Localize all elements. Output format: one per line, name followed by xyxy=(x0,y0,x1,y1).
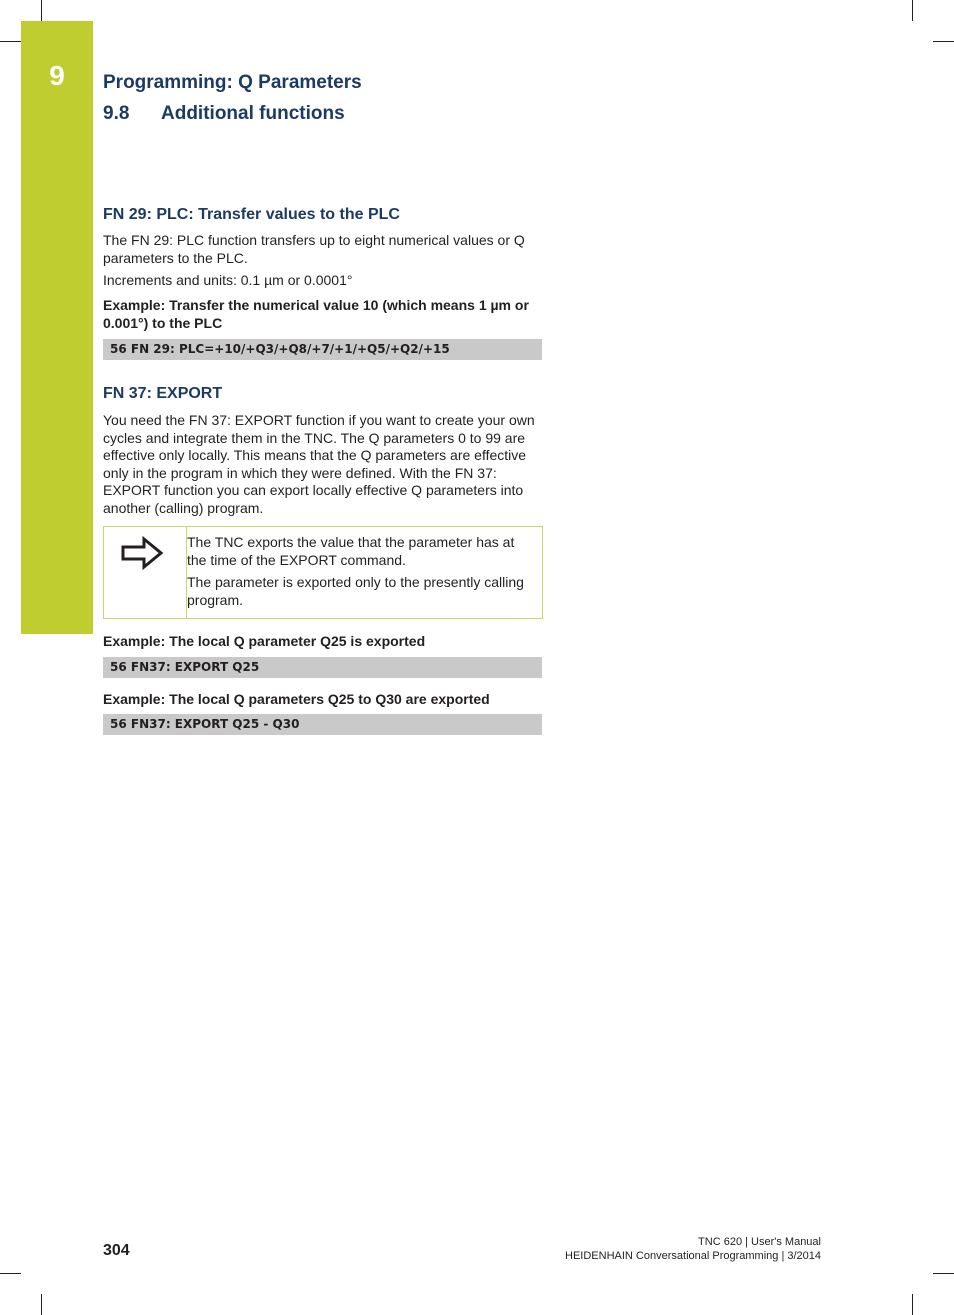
section-number: 9.8 xyxy=(103,103,130,124)
fn29-heading: FN 29: PLC: Transfer values to the PLC xyxy=(103,206,400,223)
crop-mark xyxy=(41,0,42,21)
chapter-number: 9 xyxy=(49,60,65,91)
crop-mark xyxy=(912,0,913,21)
section-title xyxy=(103,103,345,125)
fn37-heading: FN 37: EXPORT xyxy=(103,385,223,402)
crop-mark xyxy=(912,1294,913,1315)
fn37-example1-label: Example: The local Q parameter Q25 is exported xyxy=(103,633,426,649)
fn29-code-block: 56 FN 29: PLC=+10/+Q3/+Q8/+7/+1/+Q5/+Q2/+15 xyxy=(103,339,542,360)
crop-mark xyxy=(0,41,21,42)
footer-line-2: HEIDENHAIN Conversational Programming | 3/2014 xyxy=(565,1250,821,1262)
footer-line-1: TNC 620 | User's Manual xyxy=(698,1236,821,1248)
note-text-2: The parameter is exported only to the presently calling program. xyxy=(187,574,524,608)
fn37-paragraph: You need the FN 37: EXPORT function if you want to create your own cycles and integrate them in the TNC. The Q parameters 0 to 99 are effective only locally. This means that the Q parameters are effective only in the program in which they were defined. With the FN 37: EXPORT function you can export locally effective Q parameters into another (calling) program. xyxy=(103,412,535,516)
arrow-right-icon xyxy=(120,535,166,571)
crop-mark xyxy=(0,1273,21,1274)
note-icon-cell xyxy=(104,527,187,618)
crop-mark xyxy=(41,1294,42,1315)
crop-mark xyxy=(933,1273,954,1274)
footer-text xyxy=(565,1235,821,1263)
fn29-increments: Increments and units: 0.1 µm or 0.0001° xyxy=(103,272,353,288)
fn37-example2-code: 56 FN37: EXPORT Q25 - Q30 xyxy=(103,714,542,735)
crop-mark xyxy=(933,41,954,42)
note-box xyxy=(103,526,543,619)
fn37-example1-code: 56 FN37: EXPORT Q25 xyxy=(103,657,542,678)
note-text xyxy=(187,534,535,614)
fn37-example2-label: Example: The local Q parameters Q25 to Q30 are exported xyxy=(103,691,490,707)
page-number: 304 xyxy=(103,1242,130,1259)
fn29-example-label: Example: Transfer the numerical value 10 (which means 1 µm or 0.001°) to the PLC xyxy=(103,297,529,331)
fn29-paragraph: The FN 29: PLC function transfers up to eight numerical values or Q parameters to the PLC. xyxy=(103,232,525,266)
section-name: Additional functions xyxy=(161,103,345,124)
note-text-1: The TNC exports the value that the parameter has at the time of the EXPORT command. xyxy=(187,534,515,568)
chapter-sidebar xyxy=(21,21,93,634)
chapter-title: Programming: Q Parameters xyxy=(103,72,362,93)
